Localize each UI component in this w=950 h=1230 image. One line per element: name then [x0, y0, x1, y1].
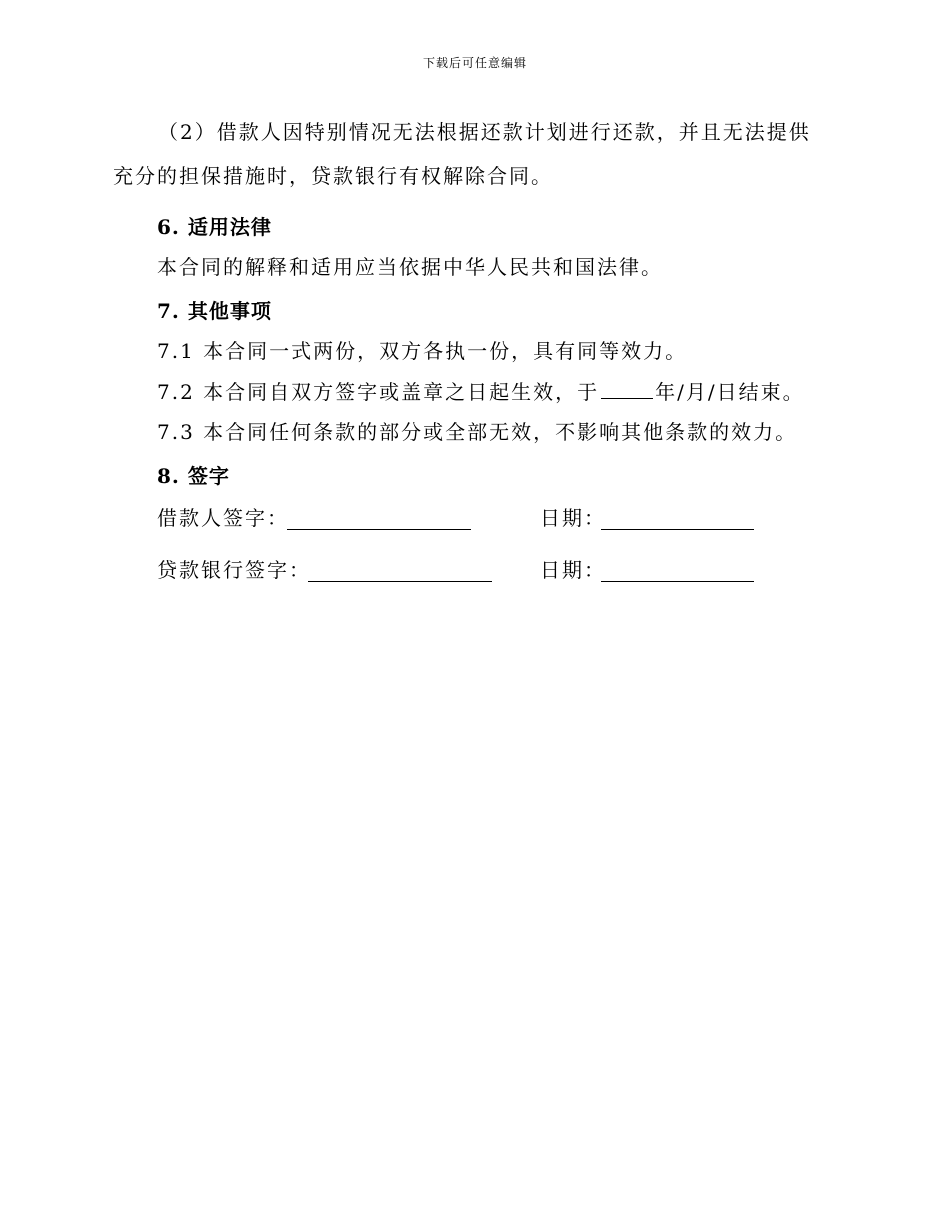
clause-7-2-line — [157, 376, 828, 407]
clause-7-2-text-before: 7.2 本合同自双方签字或盖章之日起生效，于 — [157, 380, 600, 404]
bank-signature-label: 贷款银行签字： — [157, 558, 311, 582]
borrower-signature-blank[interactable] — [287, 503, 471, 530]
section-7-heading: 7. 其他事项 — [157, 299, 272, 323]
borrower-date-label: 日期： — [540, 506, 606, 530]
clause-5-2-text: （2）借款人因特别情况无法根据还款计划进行还款，并且无法提供充分的担保措施时，贷款银行有权解除合同。 — [113, 120, 811, 188]
clause-7-2-text-after: 年/月/日结束。 — [655, 380, 805, 404]
clause-7-1-text: 7.1 本合同一式两份，双方各执一份，具有同等效力。 — [157, 339, 688, 363]
end-date-blank[interactable] — [601, 376, 653, 399]
header-note: 下载后可任意编辑 — [422, 56, 527, 70]
clause-7-3-text: 7.3 本合同任何条款的部分或全部无效，不影响其他条款的效力。 — [157, 420, 798, 444]
section-6-text: 本合同的解释和适用应当依据中华人民共和国法律。 — [157, 255, 663, 279]
bank-date-blank[interactable] — [601, 555, 754, 582]
section-8-heading: 8. 签字 — [157, 464, 230, 488]
borrower-date-blank[interactable] — [601, 503, 754, 530]
bank-date-label: 日期： — [540, 558, 606, 582]
bank-signature-row — [157, 555, 828, 585]
bank-signature-blank[interactable] — [308, 555, 492, 582]
borrower-signature-label: 借款人签字： — [157, 506, 289, 530]
borrower-signature-row — [157, 503, 828, 533]
section-6-heading: 6. 适用法律 — [157, 215, 272, 239]
document-body — [113, 110, 828, 607]
